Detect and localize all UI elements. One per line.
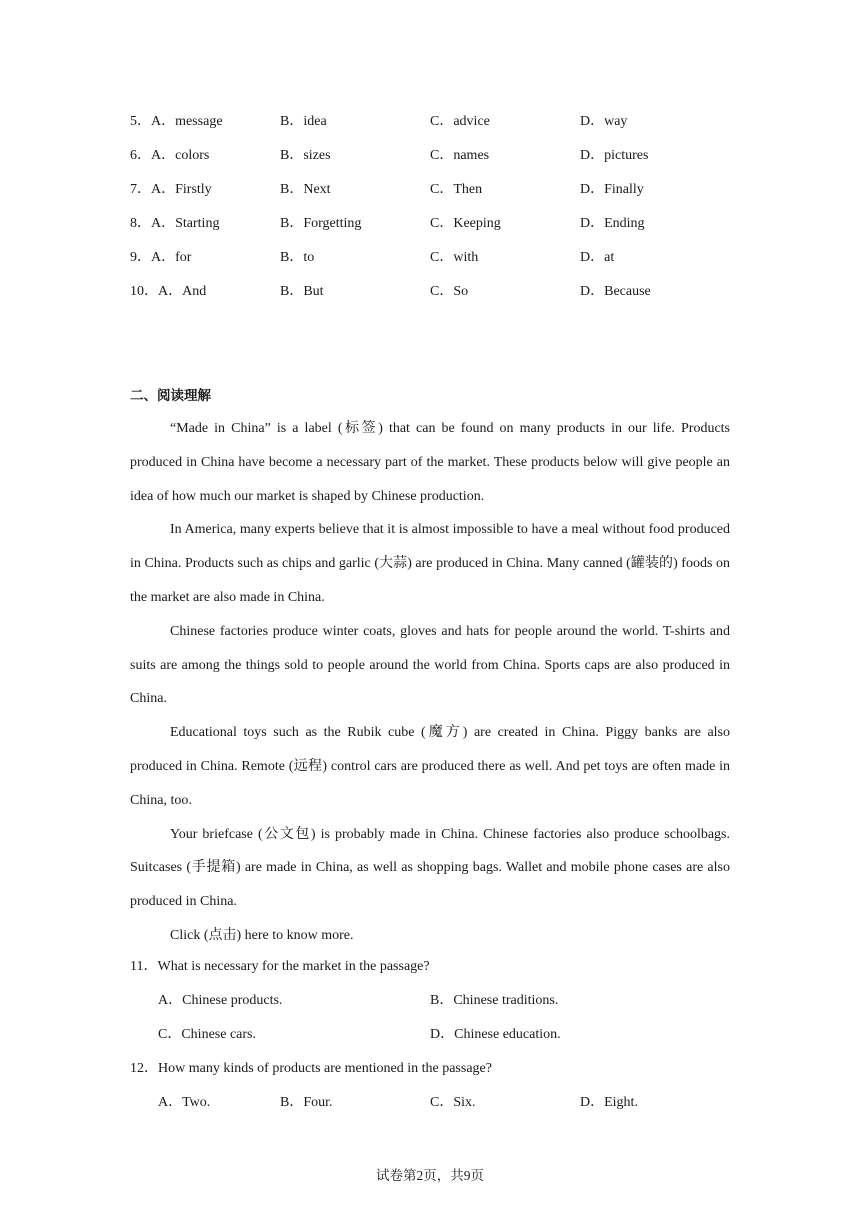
reading-passage xyxy=(130,412,730,953)
q6-option-a-text: A．colors xyxy=(151,148,210,163)
passage-paragraph: Your briefcase (公文包) is probably made in China. Chinese factories also produce schoolbags. Suitcases (手提箱) are made in China, as well as shopping bags. Wallet and mobile phone cases are also produced in China. xyxy=(130,826,730,910)
q5-option-c: C．advice xyxy=(430,114,490,129)
q7-option-b: B．Next xyxy=(280,182,331,197)
q6-option-c: C．names xyxy=(430,148,490,163)
q12-option-b: B．Four. xyxy=(280,1095,333,1110)
q5-number: 5． xyxy=(130,114,151,129)
question-11-stem: 11．What is necessary for the market in the passage? xyxy=(130,959,430,974)
q5-option-a xyxy=(130,112,223,132)
q10-option-c: C．So xyxy=(430,284,469,299)
q8-option-b: B．Forgetting xyxy=(280,216,362,231)
passage-paragraph: Click (点击) here to know more. xyxy=(170,927,354,943)
q8-option-a xyxy=(130,214,219,234)
q9-option-a-text: A．for xyxy=(151,250,192,265)
q8-number: 8． xyxy=(130,216,151,231)
q7-option-a-text: A．Firstly xyxy=(151,182,212,197)
q6-option-a xyxy=(130,146,209,166)
q5-option-a-text: A．message xyxy=(151,114,223,129)
passage-paragraph: Chinese factories produce winter coats, gloves and hats for people around the world. T-shirts and suits are among the things sold to people around the world from China. Sports caps are also produced in China. xyxy=(130,623,730,707)
q9-number: 9． xyxy=(130,250,151,265)
q9-option-a xyxy=(130,248,191,268)
option-row-5 xyxy=(130,112,750,132)
q7-option-a xyxy=(130,180,212,200)
passage-paragraph: Educational toys such as the Rubik cube (魔方) are created in China. Piggy banks are also produced in China. Remote (远程) control cars are produced there as well. And pet toys are often made in China, too. xyxy=(130,725,730,808)
q8-option-c: C．Keeping xyxy=(430,216,501,231)
q8-option-d: D．Ending xyxy=(580,216,645,231)
option-row-9 xyxy=(130,248,750,268)
q5-option-b: B．idea xyxy=(280,114,327,129)
question-12-stem: 12．How many kinds of products are mentioned in the passage? xyxy=(130,1061,492,1076)
passage-paragraph: “Made in China” is a label (标签) that can be found on many products in our life. Products produced in China have become a necessary part of the market. These products below will give people an idea of how much our market is shaped by Chinese production. xyxy=(130,421,730,504)
q11-option-c: C．Chinese cars. xyxy=(158,1027,256,1042)
q10-number: 10． xyxy=(130,284,158,299)
option-row-8 xyxy=(130,214,750,234)
q11-option-a: A．Chinese products. xyxy=(158,993,283,1008)
q6-option-b: B．sizes xyxy=(280,148,331,163)
q10-option-d: D．Because xyxy=(580,284,651,299)
q11-option-d: D．Chinese education. xyxy=(430,1027,561,1042)
q8-option-a-text: A．Starting xyxy=(151,216,220,231)
q7-option-c: C．Then xyxy=(430,182,483,197)
q11-option-b: B．Chinese traditions. xyxy=(430,993,559,1008)
q10-option-b: B．But xyxy=(280,284,324,299)
q6-number: 6． xyxy=(130,148,151,163)
q6-option-d: D．pictures xyxy=(580,148,649,163)
q12-option-d: D．Eight. xyxy=(580,1095,638,1110)
option-row-6 xyxy=(130,146,750,166)
q7-number: 7． xyxy=(130,182,151,197)
page-footer: 试卷第2页，共9页 xyxy=(376,1168,484,1183)
option-row-7 xyxy=(130,180,750,200)
q12-option-a: A．Two. xyxy=(158,1095,211,1110)
option-row-10 xyxy=(130,282,750,302)
q10-option-a xyxy=(130,282,206,302)
section-title: 二、阅读理解 xyxy=(130,388,211,404)
q7-option-d: D．Finally xyxy=(580,182,644,197)
q5-option-d: D．way xyxy=(580,114,628,129)
q10-option-a-text: A．And xyxy=(158,284,207,299)
q12-option-c: C．Six. xyxy=(430,1095,476,1110)
q9-option-c: C．with xyxy=(430,250,479,265)
q9-option-d: D．at xyxy=(580,250,615,265)
passage-paragraph: In America, many experts believe that it is almost impossible to have a meal without food produced in China. Products such as chips and garlic (大蒜) are produced in China. Many canned (罐装的) foods on the market are also made in China. xyxy=(130,522,730,605)
q9-option-b: B．to xyxy=(280,250,315,265)
